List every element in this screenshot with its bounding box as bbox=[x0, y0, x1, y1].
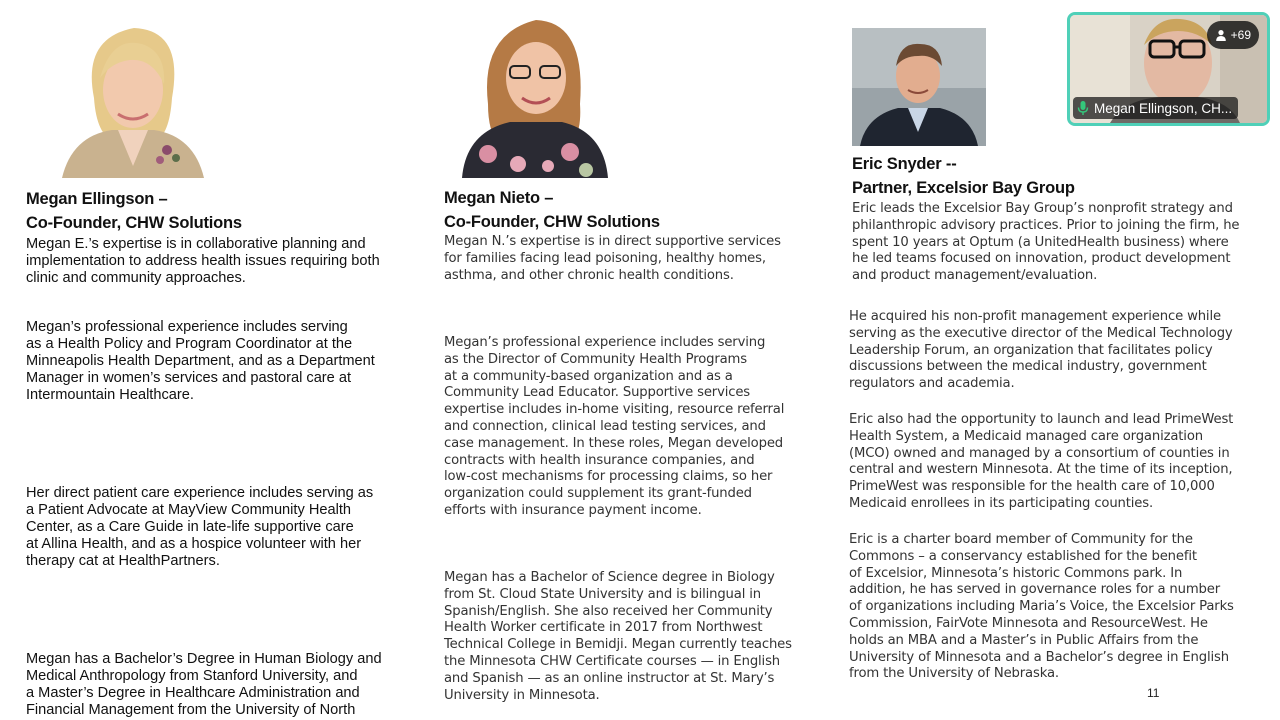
text-line: holds an MBA and a Master’s in Public Affairs from the bbox=[849, 632, 1199, 648]
col1-paragraph-1 bbox=[26, 236, 380, 287]
text-line: Megan’s professional experience includes serving bbox=[26, 319, 348, 335]
slide-page-number: 11 bbox=[1147, 686, 1160, 700]
col3-paragraph-4 bbox=[849, 532, 1234, 683]
text-line: from the University of Nebraska. bbox=[849, 666, 1059, 682]
name-line-1: Eric Snyder -- bbox=[852, 155, 957, 173]
megan-ellingson-photo bbox=[42, 18, 222, 178]
name-line-2: Co-Founder, CHW Solutions bbox=[26, 214, 242, 232]
text-line: University in Minnesota. bbox=[444, 687, 600, 703]
text-line: University of Minnesota and a Bachelor’s degree in English bbox=[849, 649, 1229, 665]
text-line: as a Health Policy and Program Coordinator at the bbox=[26, 336, 353, 352]
text-line: Minneapolis Health Department, and as a Department bbox=[26, 353, 375, 369]
text-line: Community Lead Educator. Supportive services bbox=[444, 385, 751, 401]
text-line: Megan has a Bachelor of Science degree in Biology bbox=[444, 570, 775, 585]
text-line: as the Director of Community Health Programs bbox=[444, 351, 747, 367]
text-line: at a community-based organization and as a bbox=[444, 368, 733, 384]
text-line: He acquired his non-profit management experience while bbox=[849, 309, 1221, 324]
text-line: Manager in women’s services and pastoral care at bbox=[26, 370, 352, 386]
text-line: Health System, a Medicaid managed care organization bbox=[849, 428, 1203, 444]
text-line: spent 10 years at Optum (a UnitedHealth business) where bbox=[852, 234, 1229, 250]
name-line-1: Megan Nieto – bbox=[444, 189, 554, 207]
text-line: clinic and community approaches. bbox=[26, 270, 246, 286]
col2-paragraph-2 bbox=[444, 335, 784, 520]
text-line: Medicaid enrollees in its participating counties. bbox=[849, 495, 1154, 511]
text-line: Commission, FairVote Minnesota and ResourceWest. He bbox=[849, 615, 1208, 631]
text-line: and product management/evaluation. bbox=[852, 268, 1098, 284]
name-line-2: Partner, Excelsior Bay Group bbox=[852, 179, 1075, 197]
text-line: case management. In these roles, Megan developed bbox=[444, 435, 784, 451]
text-line: central and western Minnesota. At the time of its inception, bbox=[849, 462, 1233, 478]
text-line: Spanish/English. She also received her Community bbox=[444, 603, 773, 619]
text-line: Megan has a Bachelor’s Degree in Human Biology and bbox=[26, 651, 382, 667]
megan-ellingson-name bbox=[26, 187, 242, 235]
text-line: Megan N.’s expertise is in direct supportive services bbox=[444, 234, 781, 249]
text-line: Center, as a Care Guide in late-life supportive care bbox=[26, 519, 354, 535]
eric-snyder-photo bbox=[852, 28, 986, 146]
text-line: Leadership Forum, an organization that facilitates policy bbox=[849, 342, 1213, 358]
microphone-active-icon bbox=[1077, 100, 1089, 116]
eric-snyder-name bbox=[852, 152, 1075, 200]
text-line: Megan E.’s expertise is in collaborative planning and bbox=[26, 236, 366, 252]
text-line: (MCO) owned and managed by a consortium of counties in bbox=[849, 445, 1230, 461]
text-line: Financial Management from the University of North bbox=[26, 702, 356, 718]
text-line: Her direct patient care experience includes serving as bbox=[26, 485, 374, 501]
text-line: and Spanish — as an online instructor at St. Mary’s bbox=[444, 670, 775, 686]
name-line-1: Megan Ellingson – bbox=[26, 190, 168, 208]
text-line: Eric also had the opportunity to launch and lead PrimeWest bbox=[849, 412, 1234, 427]
text-line: efforts with insurance payment income. bbox=[444, 502, 702, 518]
participant-count: +69 bbox=[1230, 28, 1251, 42]
col2-paragraph-1 bbox=[444, 234, 781, 284]
text-line: at Allina Health, and as a hospice volunteer with her bbox=[26, 536, 362, 552]
speaker-name-label bbox=[1073, 97, 1238, 119]
text-line: PrimeWest was responsible for the health care of 10,000 bbox=[849, 479, 1215, 495]
text-line: he led teams focused on innovation, product development bbox=[852, 251, 1231, 267]
text-line: a Patient Advocate at MayView Community Health bbox=[26, 502, 352, 518]
text-line: Intermountain Healthcare. bbox=[26, 387, 194, 403]
text-line: Eric leads the Excelsior Bay Group’s nonprofit strategy and bbox=[852, 201, 1233, 216]
col1-paragraph-2 bbox=[26, 319, 375, 404]
text-line: contracts with health insurance companies, and bbox=[444, 452, 755, 468]
text-line: addition, he has served in governance roles for a number bbox=[849, 582, 1221, 598]
participant-count-badge[interactable] bbox=[1207, 21, 1259, 49]
text-line: Eric is a charter board member of Community for the bbox=[849, 532, 1193, 547]
text-line: regulators and academia. bbox=[849, 376, 1015, 392]
col3-paragraph-3 bbox=[849, 412, 1233, 513]
text-line: of Excelsior, Minnesota’s historic Commons park. In bbox=[849, 565, 1183, 581]
text-line: Megan’s professional experience includes serving bbox=[444, 335, 766, 350]
text-line: from St. Cloud State University and is bilingual in bbox=[444, 586, 761, 602]
text-line: asthma, and other chronic health conditions. bbox=[444, 267, 734, 283]
text-line: Health Worker certificate in 2017 from Northwest bbox=[444, 620, 763, 636]
text-line: for families facing lead poisoning, healthy homes, bbox=[444, 250, 766, 266]
col3-paragraph-1 bbox=[852, 201, 1239, 285]
text-line: a Master’s Degree in Healthcare Administration and bbox=[26, 685, 360, 701]
text-line: discussions between the medical industry, government bbox=[849, 359, 1207, 375]
text-line: and connection, clinical lead testing services, and bbox=[444, 418, 766, 434]
text-line: Commons – a conservancy established for the benefit bbox=[849, 548, 1197, 564]
col1-paragraph-3 bbox=[26, 485, 373, 570]
person-icon bbox=[1215, 29, 1227, 41]
megan-nieto-photo bbox=[458, 14, 610, 178]
col1-paragraph-4 bbox=[26, 651, 382, 719]
text-line: the Minnesota CHW Certificate courses — in English bbox=[444, 653, 780, 669]
col2-paragraph-3 bbox=[444, 570, 792, 704]
speaker-name: Megan Ellingson, CH... bbox=[1094, 100, 1233, 116]
text-line: of organizations including Maria’s Voice, the Excelsior Parks bbox=[849, 599, 1234, 615]
text-line: expertise includes in-home visiting, resource referral bbox=[444, 402, 785, 418]
text-line: Technical College in Bemidji. Megan currently teaches bbox=[444, 637, 792, 653]
text-line: serving as the executive director of the Medical Technology bbox=[849, 325, 1233, 341]
col3-paragraph-2 bbox=[849, 309, 1233, 393]
text-line: low-cost mechanisms for processing claims, so her bbox=[444, 469, 773, 485]
megan-nieto-name bbox=[444, 186, 660, 234]
name-line-2: Co-Founder, CHW Solutions bbox=[444, 213, 660, 231]
text-line: organization could supplement its grant-funded bbox=[444, 486, 752, 502]
text-line: Medical Anthropology from Stanford University, and bbox=[26, 668, 358, 684]
text-line: therapy cat at HealthPartners. bbox=[26, 553, 220, 569]
speaker-video-tile[interactable] bbox=[1067, 12, 1270, 126]
text-line: philanthropic advisory practices. Prior to joining the firm, he bbox=[852, 217, 1240, 233]
text-line: implementation to address health issues requiring both bbox=[26, 253, 380, 269]
